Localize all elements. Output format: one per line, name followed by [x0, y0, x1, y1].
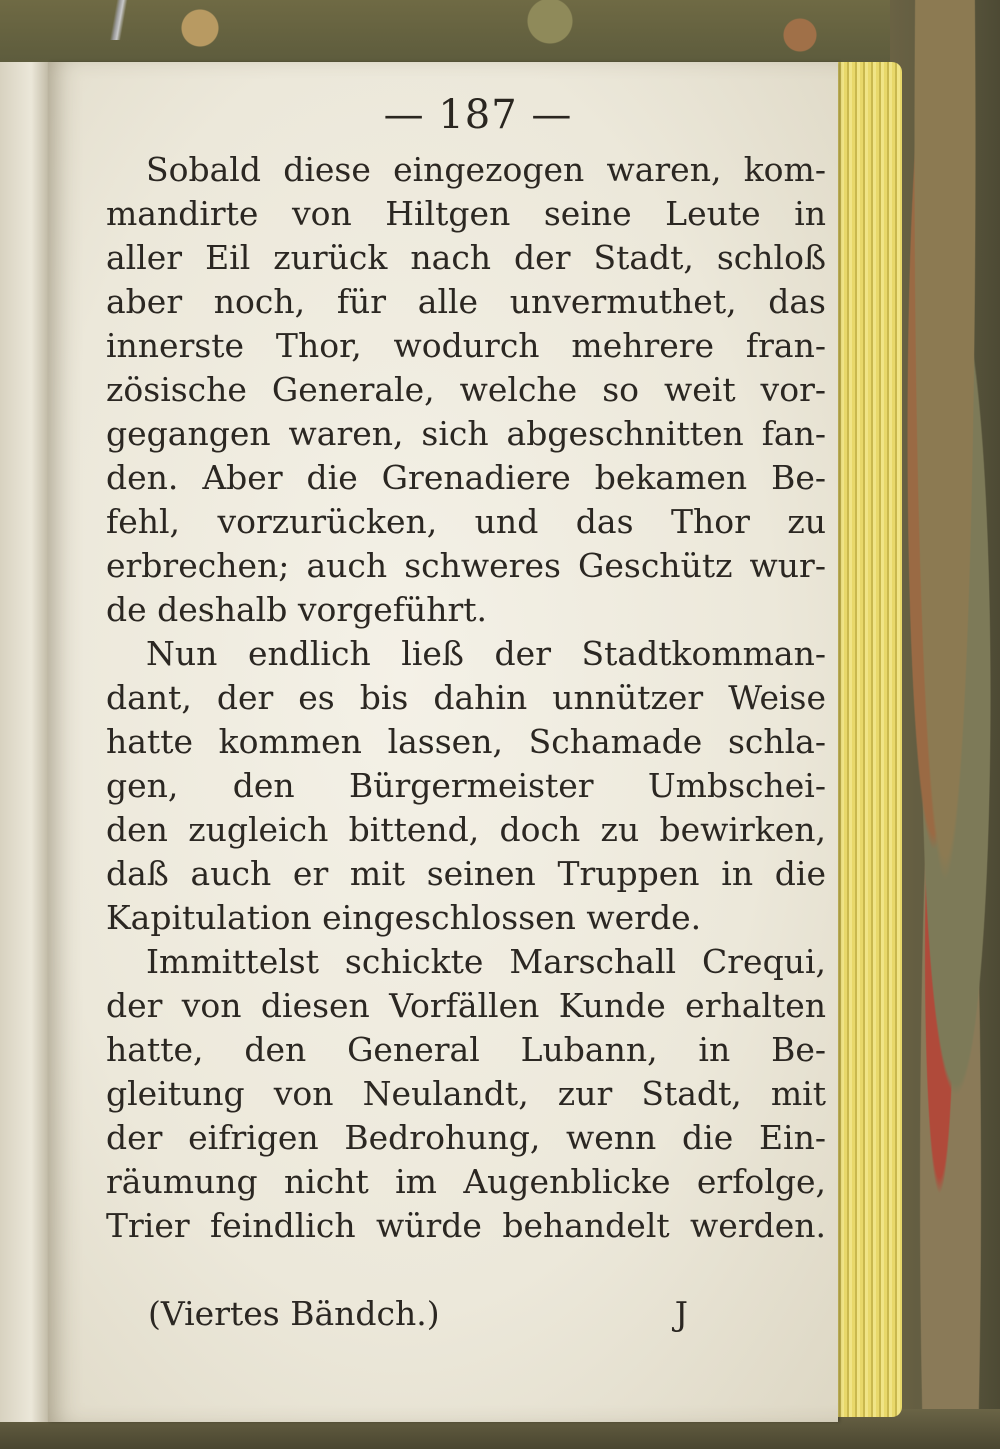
text-line: den zugleich bittend, doch zu bewirken, — [106, 810, 826, 849]
text-line: gleitung von Neulandt, zur Stadt, mit — [106, 1074, 826, 1113]
text-line: aber noch, für alle unvermuthet, das — [106, 282, 826, 321]
text-line: hatte, den General Lubann, in Be- — [106, 1030, 826, 1069]
text-line: Trier feindlich würde behandelt werden. — [106, 1206, 826, 1245]
text-line: mandirte von Hiltgen seine Leute in — [106, 194, 826, 233]
page-footer — [148, 1294, 768, 1344]
text-line: de deshalb vorgeführt. — [106, 590, 488, 629]
page-text — [106, 148, 826, 1248]
text-line: Sobald diese eingezogen waren, kom- — [146, 150, 826, 189]
text-line: hatte kommen lassen, Schamade schla- — [106, 722, 826, 761]
text-line: innerste Thor, wodurch mehrere fran- — [106, 326, 826, 365]
text-line: Immittelst schickte Marschall Crequi, — [146, 942, 826, 981]
text-line: aller Eil zurück nach der Stadt, schloß — [106, 238, 826, 277]
text-line: zösische Generale, welche so weit vor- — [106, 370, 826, 409]
book-page — [48, 62, 838, 1422]
text-line: fehl, vorzurücken, und das Thor zu — [106, 502, 826, 541]
binding-thread — [90, 0, 150, 40]
text-line: gegangen waren, sich abgeschnitten fan- — [106, 414, 826, 453]
marbled-cover-right — [890, 0, 1000, 1449]
marbled-cover-top — [0, 0, 1000, 70]
text-line: Kapitulation eingeschlossen werde. — [106, 898, 702, 937]
text-line: daß auch er mit seinen Truppen in die — [106, 854, 826, 893]
page-number: — 187 — — [383, 92, 573, 138]
text-line: Nun endlich ließ der Stadtkomman- — [146, 634, 826, 673]
previous-page-edge — [0, 62, 52, 1422]
volume-signature: (Viertes Bändch.) — [148, 1294, 440, 1333]
text-line: der von diesen Vorfällen Kunde erhalten — [106, 986, 826, 1025]
text-line: gen, den Bürgermeister Umbschei- — [106, 766, 826, 805]
text-line: den. Aber die Grenadiere bekamen Be- — [106, 458, 826, 497]
text-line: der eifrigen Bedrohung, wenn die Ein- — [106, 1118, 826, 1157]
signature-mark: J — [674, 1294, 688, 1333]
text-line: räumung nicht im Augenblicke erfolge, — [106, 1162, 826, 1201]
text-line: erbrechen; auch schweres Geschütz wur- — [106, 546, 826, 585]
text-line: dant, der es bis dahin unnützer Weise — [106, 678, 826, 717]
